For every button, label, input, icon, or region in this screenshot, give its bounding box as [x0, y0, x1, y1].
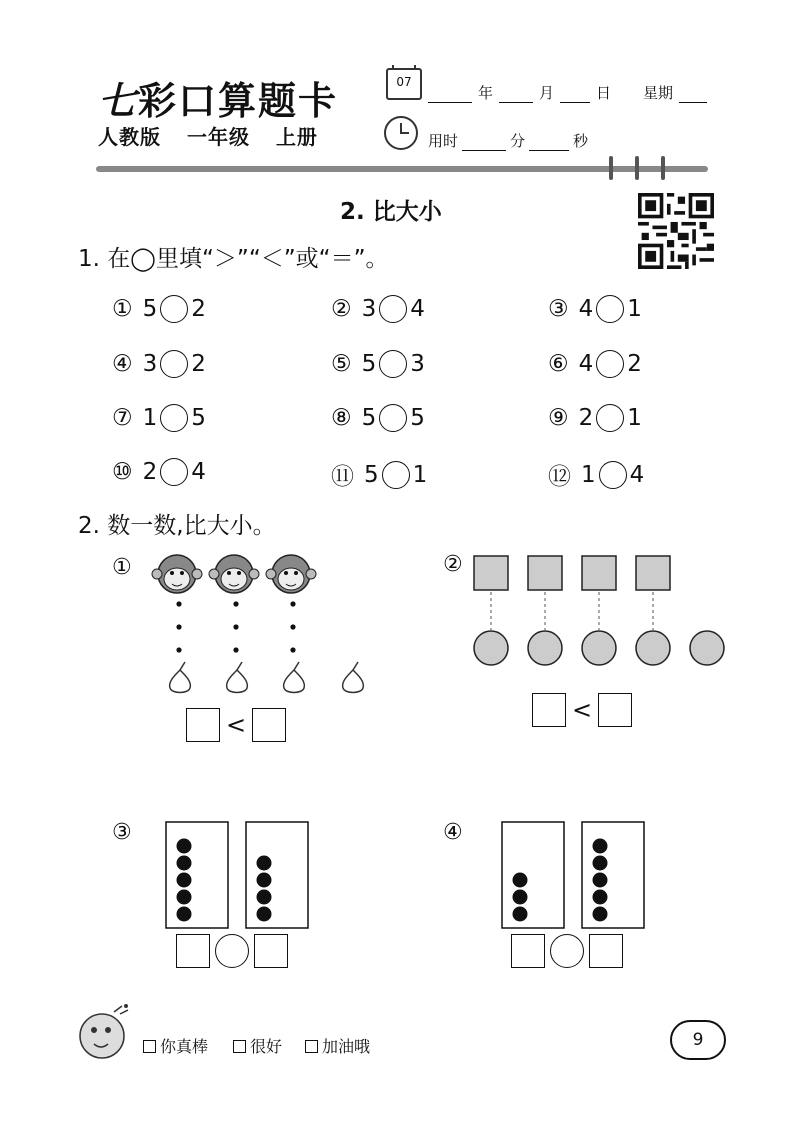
right-number: 2 — [191, 351, 206, 377]
answer-box[interactable] — [598, 693, 632, 727]
black-dot — [593, 873, 608, 888]
section-title: 2. 比大小 — [340, 199, 442, 225]
seconds-blank[interactable] — [529, 149, 569, 151]
mascot-icon — [70, 1000, 136, 1068]
black-dot — [257, 890, 272, 905]
binder-ring — [661, 156, 665, 180]
right-number: 5 — [410, 405, 425, 431]
binder-ring — [635, 156, 639, 180]
compare-item — [331, 458, 427, 491]
minutes-blank[interactable] — [462, 149, 506, 151]
left-number: 3 — [142, 351, 158, 377]
item-number: ⑥ — [548, 351, 569, 377]
rating-option-good[interactable] — [233, 1034, 282, 1057]
dot-box — [166, 822, 228, 928]
compare-item — [548, 350, 642, 378]
item-number: ⑦ — [112, 405, 133, 431]
dot-box — [582, 822, 644, 928]
black-dot — [177, 890, 192, 905]
gray-square — [528, 556, 562, 590]
pear-icon — [227, 662, 248, 693]
answer-circle[interactable] — [599, 461, 627, 489]
left-number: 3 — [361, 296, 377, 322]
left-number: 4 — [578, 351, 594, 377]
brand-title — [98, 70, 338, 125]
black-dot — [257, 873, 272, 888]
p1-label: ① — [112, 555, 132, 580]
edition-line — [98, 121, 336, 150]
pear-icon — [343, 662, 364, 693]
black-dot — [593, 890, 608, 905]
year-label: 年 — [478, 84, 494, 102]
answer-box[interactable] — [176, 934, 210, 968]
time-line — [428, 130, 588, 151]
less-than-sign: < — [572, 696, 593, 724]
gray-square — [636, 556, 670, 590]
gray-circle — [690, 631, 724, 665]
p2-label: ② — [443, 552, 463, 577]
gray-circle — [528, 631, 562, 665]
answer-circle[interactable] — [596, 404, 624, 432]
q1-prompt: 1. 在◯里填“＞”“＜”或“＝”。 — [78, 246, 389, 272]
black-dot — [177, 873, 192, 888]
monkey-icon — [209, 555, 259, 593]
monkey-icon — [266, 555, 316, 593]
pear-icon — [170, 662, 191, 693]
item-number: ⑫ — [548, 464, 571, 490]
compare-item — [112, 458, 206, 486]
month-label: 月 — [539, 84, 555, 102]
black-dot — [593, 907, 608, 922]
gray-square — [582, 556, 616, 590]
answer-circle[interactable] — [160, 458, 188, 486]
answer-circle[interactable] — [596, 295, 624, 323]
answer-box[interactable] — [186, 708, 220, 742]
item-number: ⑪ — [331, 464, 354, 490]
rating-great-label: 你真棒 — [160, 1037, 209, 1056]
dot-box — [502, 822, 564, 928]
connector-dot — [290, 624, 295, 629]
connector-dot — [233, 601, 238, 606]
black-dot — [177, 856, 192, 871]
item-number: ⑤ — [331, 351, 352, 377]
left-number: 1 — [142, 405, 158, 431]
answer-circle[interactable] — [160, 295, 188, 323]
compare-item — [331, 350, 425, 378]
black-dot — [177, 839, 192, 854]
grade: 一年级 — [186, 125, 250, 149]
right-number: 5 — [191, 405, 206, 431]
answer-circle[interactable] — [215, 934, 249, 968]
gray-circle — [636, 631, 670, 665]
left-number: 5 — [364, 461, 379, 488]
answer-circle[interactable] — [379, 295, 407, 323]
calendar-icon — [386, 68, 422, 100]
right-number: 1 — [412, 461, 428, 488]
right-number: 2 — [627, 351, 642, 377]
answer-circle[interactable] — [160, 350, 188, 378]
q2-prompt: 2. 数一数,比大小。 — [78, 513, 276, 539]
p3-answer — [176, 934, 288, 968]
time-used-label: 用时 — [428, 132, 459, 150]
volume: 上册 — [275, 125, 318, 149]
rating-keep-going-label: 加油哦 — [322, 1037, 371, 1056]
item-number: ④ — [112, 351, 133, 377]
left-number: 5 — [361, 351, 377, 377]
connector-dot — [290, 647, 295, 652]
p2-figure — [468, 552, 734, 672]
p4-figure — [500, 820, 646, 932]
day-blank[interactable] — [560, 101, 590, 103]
answer-circle[interactable] — [596, 350, 624, 378]
weekday-label: 星期 — [643, 84, 674, 102]
p3-figure — [164, 820, 310, 932]
dot-box — [246, 822, 308, 928]
less-than-sign: < — [226, 711, 247, 739]
month-blank[interactable] — [499, 101, 533, 103]
weekday-blank[interactable] — [679, 101, 707, 103]
black-dot — [513, 890, 528, 905]
page-number: 9 — [670, 1020, 726, 1060]
year-blank[interactable] — [428, 101, 472, 103]
item-number: ⑨ — [548, 405, 569, 431]
connector-dot — [176, 601, 181, 606]
item-number: ① — [112, 296, 133, 322]
compare-item — [112, 404, 206, 432]
rating-option-keep-going[interactable] — [305, 1034, 370, 1057]
gray-circle — [582, 631, 616, 665]
binder-ring — [609, 156, 613, 180]
item-number: ③ — [548, 296, 569, 322]
answer-circle[interactable] — [379, 404, 407, 432]
day-label: 日 — [596, 84, 612, 102]
p3-label: ③ — [112, 820, 132, 845]
compare-item — [331, 404, 425, 432]
qr-code[interactable] — [638, 193, 714, 269]
brand-prefix: 七 — [98, 78, 139, 123]
calendar-day: 07 — [396, 75, 412, 89]
compare-item — [548, 295, 642, 323]
compare-item — [548, 458, 644, 491]
left-number: 4 — [578, 296, 594, 322]
answer-box[interactable] — [589, 934, 623, 968]
left-number: 5 — [142, 296, 158, 322]
gray-circle — [474, 631, 508, 665]
item-number: ⑩ — [112, 459, 133, 485]
black-dot — [513, 907, 528, 922]
left-number: 1 — [581, 461, 596, 488]
p2-answer — [532, 693, 632, 727]
item-number: ⑧ — [331, 405, 352, 431]
answer-box[interactable] — [511, 934, 545, 968]
black-dot — [513, 873, 528, 888]
left-number: 2 — [142, 459, 158, 485]
right-number: 4 — [410, 296, 425, 322]
answer-circle[interactable] — [379, 350, 407, 378]
answer-circle[interactable] — [550, 934, 584, 968]
connector-dot — [176, 624, 181, 629]
black-dot — [593, 856, 608, 871]
gray-square — [474, 556, 508, 590]
date-line — [428, 82, 707, 103]
right-number: 1 — [627, 296, 642, 322]
clock-icon — [384, 116, 418, 150]
right-number: 3 — [410, 351, 425, 377]
rating-good-label: 很好 — [250, 1037, 283, 1056]
connector-dot — [290, 601, 295, 606]
p1-figure — [150, 552, 370, 702]
edition: 人教版 — [98, 125, 161, 149]
left-number: 2 — [578, 405, 594, 431]
right-number: 2 — [191, 296, 206, 322]
black-dot — [177, 907, 192, 922]
answer-circle[interactable] — [160, 404, 188, 432]
answer-box[interactable] — [252, 708, 286, 742]
black-dot — [593, 839, 608, 854]
compare-item — [112, 350, 206, 378]
right-number: 4 — [191, 459, 206, 485]
connector-dot — [176, 647, 181, 652]
compare-item — [548, 404, 642, 432]
brand-rest: 彩口算题卡 — [138, 79, 339, 123]
monkey-icon — [152, 555, 202, 593]
right-number: 4 — [629, 461, 645, 488]
pear-icon — [284, 662, 305, 693]
compare-item — [112, 295, 206, 323]
connector-dot — [233, 647, 238, 652]
minutes-label: 分 — [510, 132, 526, 150]
right-number: 1 — [627, 405, 642, 431]
connector-dot — [233, 624, 238, 629]
black-dot — [257, 856, 272, 871]
answer-box[interactable] — [532, 693, 566, 727]
rating-option-great[interactable] — [143, 1034, 208, 1057]
seconds-label: 秒 — [573, 132, 589, 150]
item-number: ② — [331, 296, 352, 322]
header-divider — [96, 166, 708, 172]
p4-answer — [511, 934, 623, 968]
p4-label: ④ — [443, 820, 463, 845]
answer-circle[interactable] — [382, 461, 410, 489]
black-dot — [257, 907, 272, 922]
p1-answer — [186, 708, 286, 742]
left-number: 5 — [361, 405, 377, 431]
answer-box[interactable] — [254, 934, 288, 968]
compare-item — [331, 295, 425, 323]
